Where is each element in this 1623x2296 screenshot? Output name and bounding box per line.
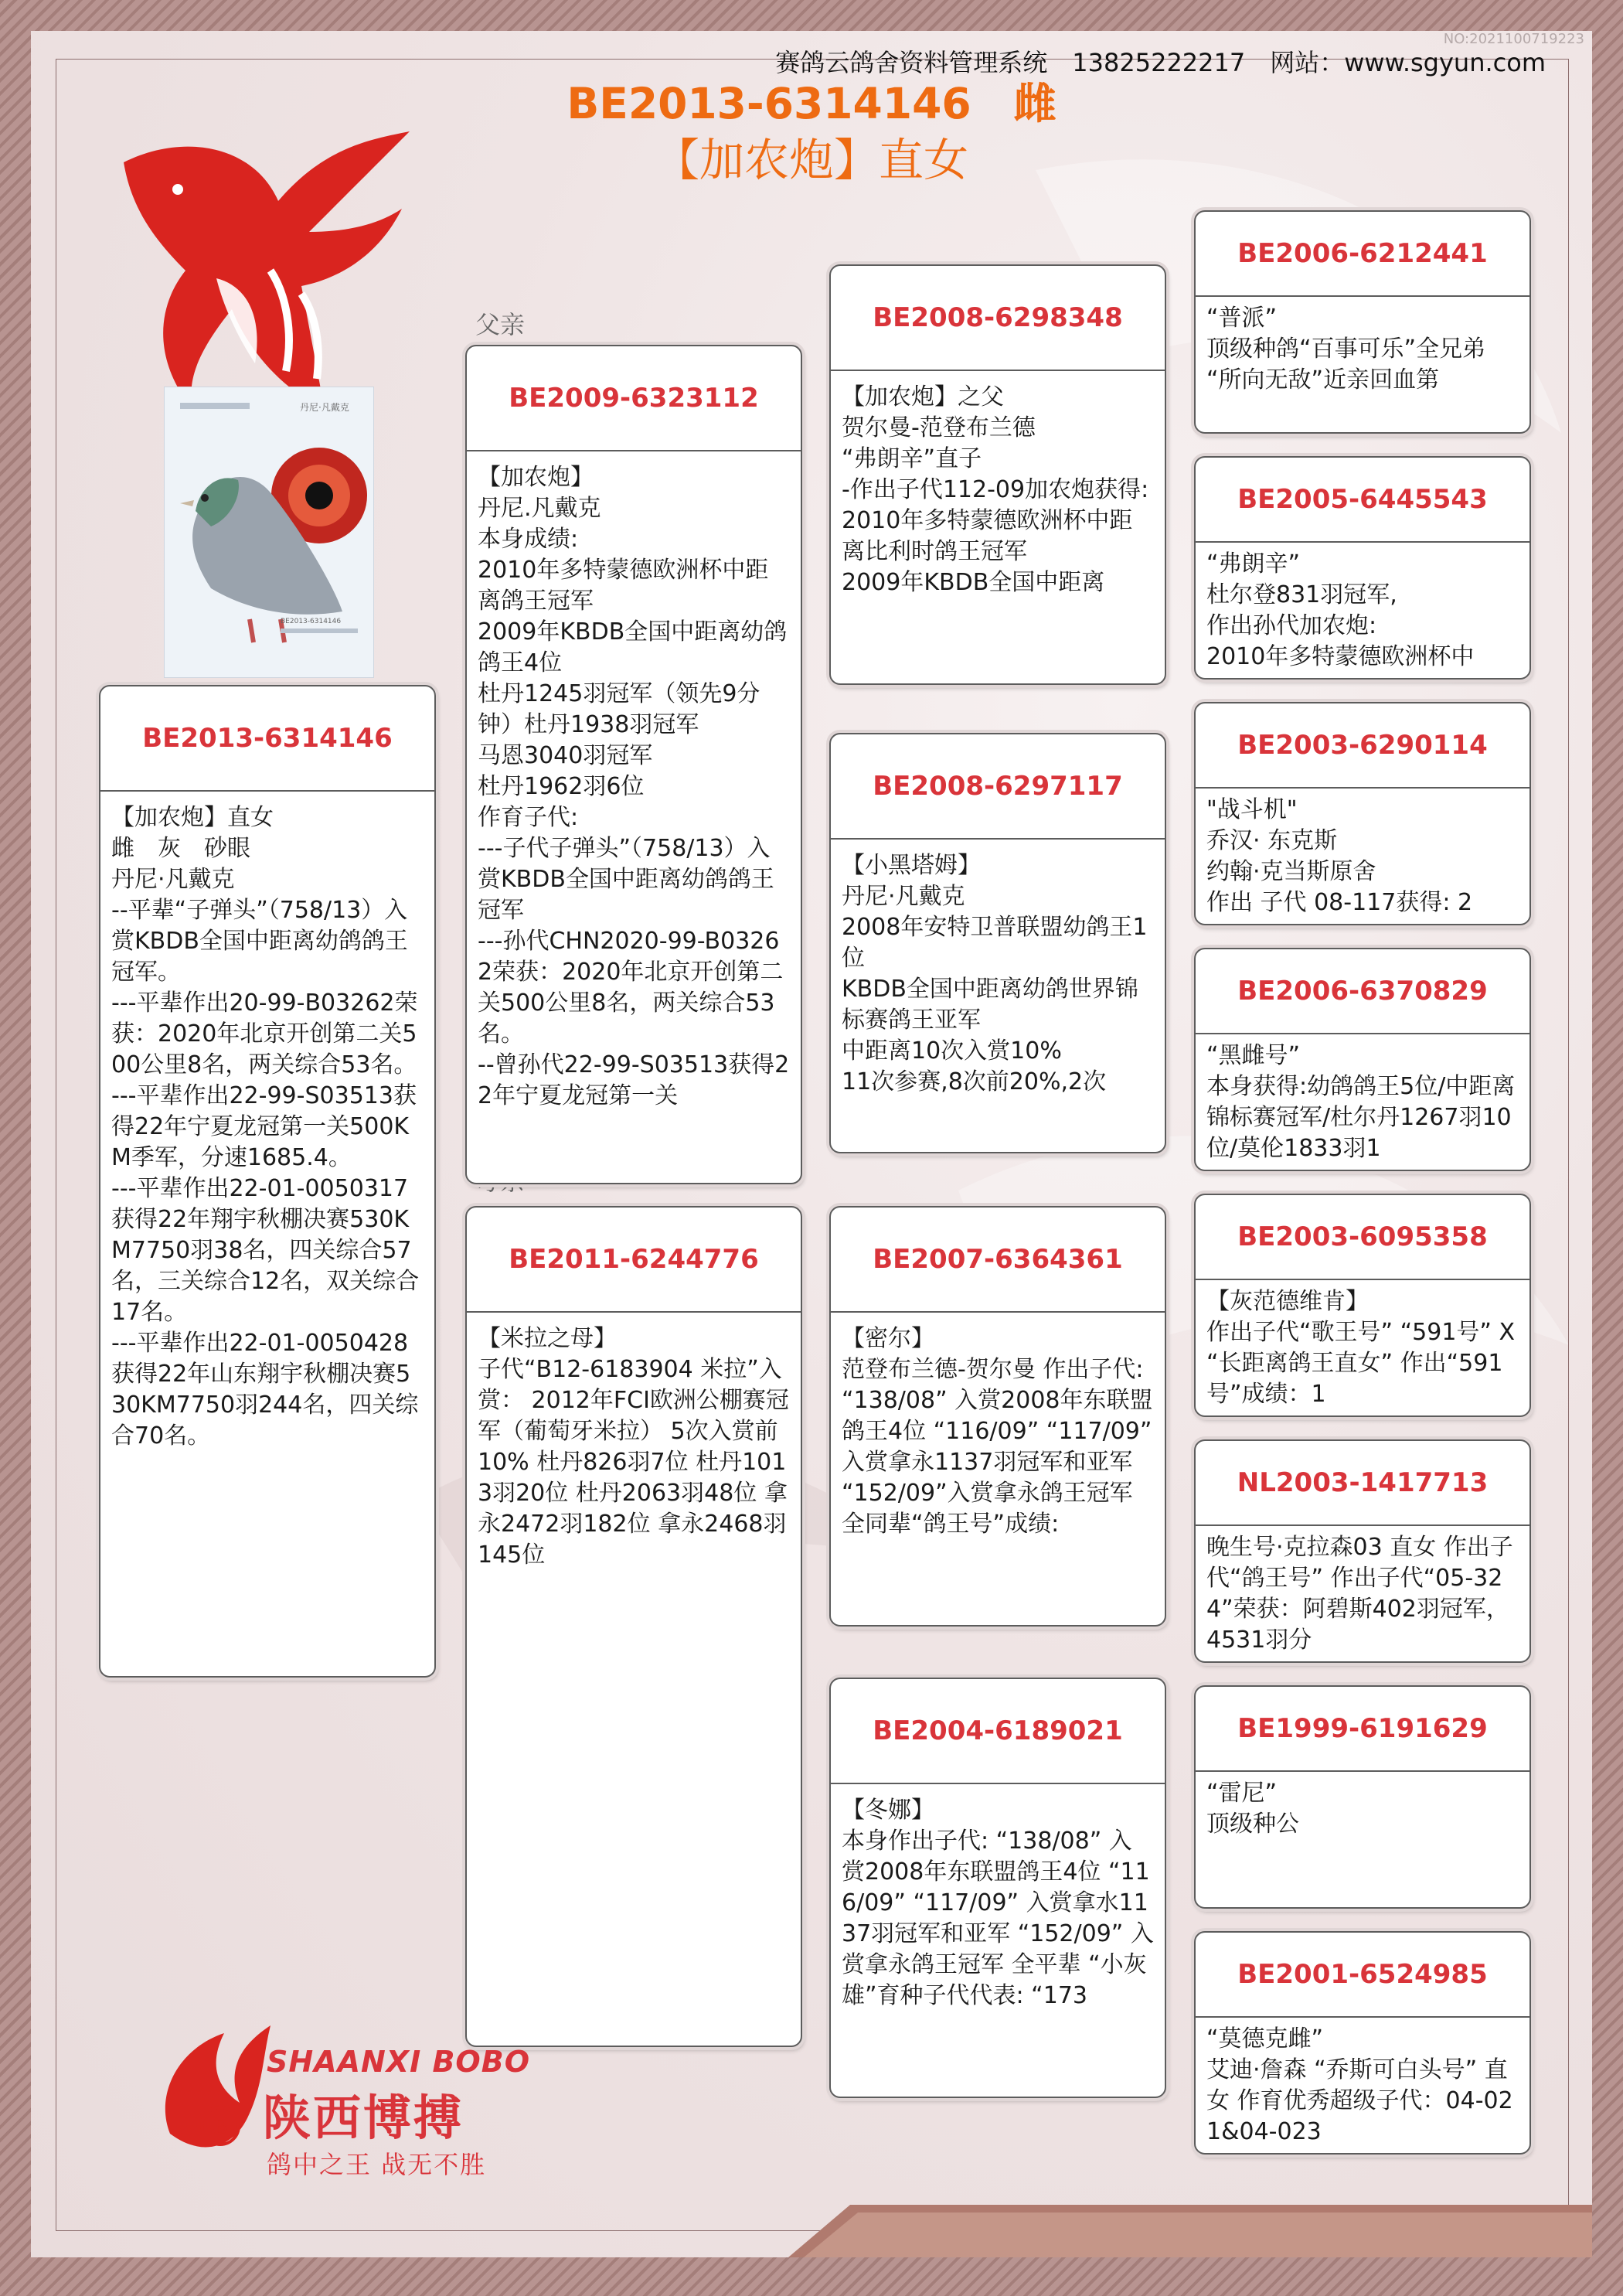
pigeon-image-icon [165, 387, 373, 677]
ggp-card-2 [1194, 456, 1531, 680]
dam-dam-card [829, 1678, 1166, 2098]
dam-dam-ring: BE2004-6189021 [831, 1679, 1165, 1784]
sire-sire-ring: BE2008-6298348 [831, 266, 1165, 371]
pedigree-page [31, 31, 1592, 2257]
brand-english-name: SHAANXI BOBO [267, 2045, 530, 2079]
ggp-text-5: 【灰范德维肯】 作出子代“歌王号” “591号” X “长距离鸽王直女” 作出“591号”成绩：1 [1206, 1288, 1516, 1408]
ggp-ring-6: NL2003-1417713 [1196, 1441, 1529, 1526]
photo-caption: 丹尼·凡戴克 [300, 402, 349, 413]
ggp-text-4: “黑雌号” 本身获得:幼鸽鸽王5位/中距离锦标赛冠军/杜尔丹1267羽10位/莫伦1833羽1 [1206, 1042, 1516, 1162]
ggp-card-5 [1194, 1194, 1531, 1417]
ggp-text-7: “雷尼” 顶级种公 [1206, 1780, 1299, 1838]
ggp-card-6 [1194, 1439, 1531, 1663]
dam-dam-text: 【冬娜】 本身作出子代: “138/08” 入赏2008年东联盟鸽王4位 “116/09” “117/09” 入赏拿水1137羽冠军和亚军 “152/09” 入赏拿永鸽王冠军 全平辈 “小灰雄”育种子代代表: “173 [842, 1797, 1154, 2009]
sire-sire-card [829, 264, 1166, 685]
dam-sire-card [829, 1206, 1166, 1627]
pedigree-title: BE2013-6314146 雌 [567, 79, 1056, 128]
father-label: 父亲 [475, 310, 526, 339]
ggp-card-3 [1194, 702, 1531, 925]
ggp-text-2: “弗朗辛” 杜尔登831羽冠军, 作出孙代加农炮: 2010年多特蒙德欧洲杯中 [1206, 550, 1475, 670]
sire-dam-card [829, 733, 1166, 1153]
document-number: NO:2021100719223 [1443, 31, 1584, 47]
ggp-text-3: "战斗机" 乔汉· 东克斯 约翰·克当斯原舍 作出 子代 08-117获得: 2 [1206, 796, 1473, 916]
footer-contact: 赛鸽云鸽舍资料管理系统 13825222217 网站：www.sgyun.com [775, 48, 1546, 77]
ggp-ring-3: BE2003-6290114 [1196, 703, 1529, 789]
ggp-card-8 [1194, 1931, 1531, 2155]
ggp-card-7 [1194, 1685, 1531, 1909]
dam-text: 【米拉之母】 子代“B12-6183904 米拉”入赏： 2012年FCI欧洲公棚赛冠军（葡萄牙米拉） 5次入赏前10% 杜丹826羽7位 杜丹1013羽20位 杜丹2063羽48位 拿永2472羽182位 拿永2468羽145位 [478, 1325, 789, 1569]
sire-dam-ring: BE2008-6297117 [831, 734, 1165, 840]
ggp-ring-5: BE2003-6095358 [1196, 1195, 1529, 1280]
sire-ring: BE2009-6323112 [467, 346, 801, 451]
subject-ring: BE2013-6314146 [100, 686, 434, 792]
brand-slogan: 鸽中之王 战无不胜 [267, 2150, 487, 2179]
ggp-text-8: “莫德克雌” 艾迪·詹森 “乔斯可白头号” 直女 作育优秀超级子代：04-021&04-023 [1206, 2025, 1513, 2145]
ggp-ring-4: BE2006-6370829 [1196, 949, 1529, 1034]
pigeon-photo [164, 387, 374, 678]
phoenix-logo-icon [93, 116, 417, 410]
subject-card [99, 685, 436, 1678]
ggp-text-6: 晚生号·克拉森03 直女 作出子代“鸽王号” 作出子代“05-324”荣获：阿碧斯402羽冠军，4531羽分 [1206, 1534, 1513, 1654]
ggp-ring-2: BE2005-6445543 [1196, 458, 1529, 543]
sire-sire-text: 【加农炮】之父 贺尔曼-范登布兰德 “弗朗辛”直子 -作出子代112-09加农炮获得: 2010年多特蒙德欧洲杯中距离比利时鸽王冠军 2009年KBDB全国中距离 [842, 383, 1149, 596]
footer-band [31, 2205, 1592, 2257]
sire-dam-text: 【小黑塔姆】 丹尼·凡戴克 2008年安特卫普联盟幼鸽王1位 KBDB全国中距离幼鸽世界锦标赛鸽王亚军 中距离10次入赏10% 11次参赛,8次前20%,2次 [842, 852, 1148, 1095]
dam-ring: BE2011-6244776 [467, 1208, 801, 1313]
ggp-card-1 [1194, 210, 1531, 434]
sire-text: 【加农炮】 丹尼.凡戴克 本身成绩: 2010年多特蒙德欧洲杯中距离鸽王冠军 2009年KBDB全国中距离幼鸽鸽王4位 杜丹1245羽冠军（领先9分钟）杜丹1938羽冠军 马恩3040羽冠军 杜丹1962羽6位 作育子代: ---子代子弹头”（758/13）入赏KBDB全国中距离幼鸽鸽王冠军 ---孙代CHN2020-99-B03262荣获：2020年北京开创第二关500公里8名，两关综合53名。 --曾孙代22-99-S03513获得22年宁夏龙冠第一关 [478, 464, 790, 1109]
svg-text:B: B [213, 2116, 229, 2139]
photo-stamp: BE2013-6314146 [281, 618, 342, 625]
ggp-ring-8: BE2001-6524985 [1196, 1933, 1529, 2018]
dam-sire-ring: BE2007-6364361 [831, 1208, 1165, 1313]
pedigree-subtitle: 【加农炮】直女 [654, 134, 968, 186]
ggp-ring-7: BE1999-6191629 [1196, 1687, 1529, 1772]
dam-sire-text: 【密尔】 范登布兰德-贺尔曼 作出子代: “138/08” 入赏2008年东联盟鸽王4位 “116/09” “117/09” 入赏拿永1137羽冠军和亚军 “152/09”入赏拿永鸽王冠军 全同辈“鸽王号”成绩: [842, 1325, 1153, 1538]
sire-card [465, 345, 802, 1184]
ggp-text-1: “普派” 顶级种鸽“百事可乐”全兄弟 “所向无敌”近亲回血第 [1206, 305, 1486, 393]
ggp-ring-1: BE2006-6212441 [1196, 212, 1529, 297]
dam-card [465, 1206, 802, 2047]
brand-chinese-name: 陕西博搏 [263, 2090, 464, 2146]
ggp-card-4 [1194, 948, 1531, 1171]
subject-text: 【加农炮】直女 雌 灰 砂眼 丹尼·凡戴克 --平辈“子弹头”（758/13）入赏KBDB全国中距离幼鸽鸽王冠军。 ---平辈作出20-99-B03262荣获：2020年北京开创第二关500公里8名，两关综合53名。 ---平辈作出22-99-S03513获得22年宁夏龙冠第一关500KM季军，分速1685.4。 ---平辈作出22-01-0050317获得22年翔宇秋棚决赛530KM7750羽38名，四关综合57名，三关综合12名，双关综合17名。 ---平辈作出22-01-0050428获得22年山东翔宇秋棚决赛530KM7750羽244名，四关综合70名。 [111, 804, 420, 1449]
